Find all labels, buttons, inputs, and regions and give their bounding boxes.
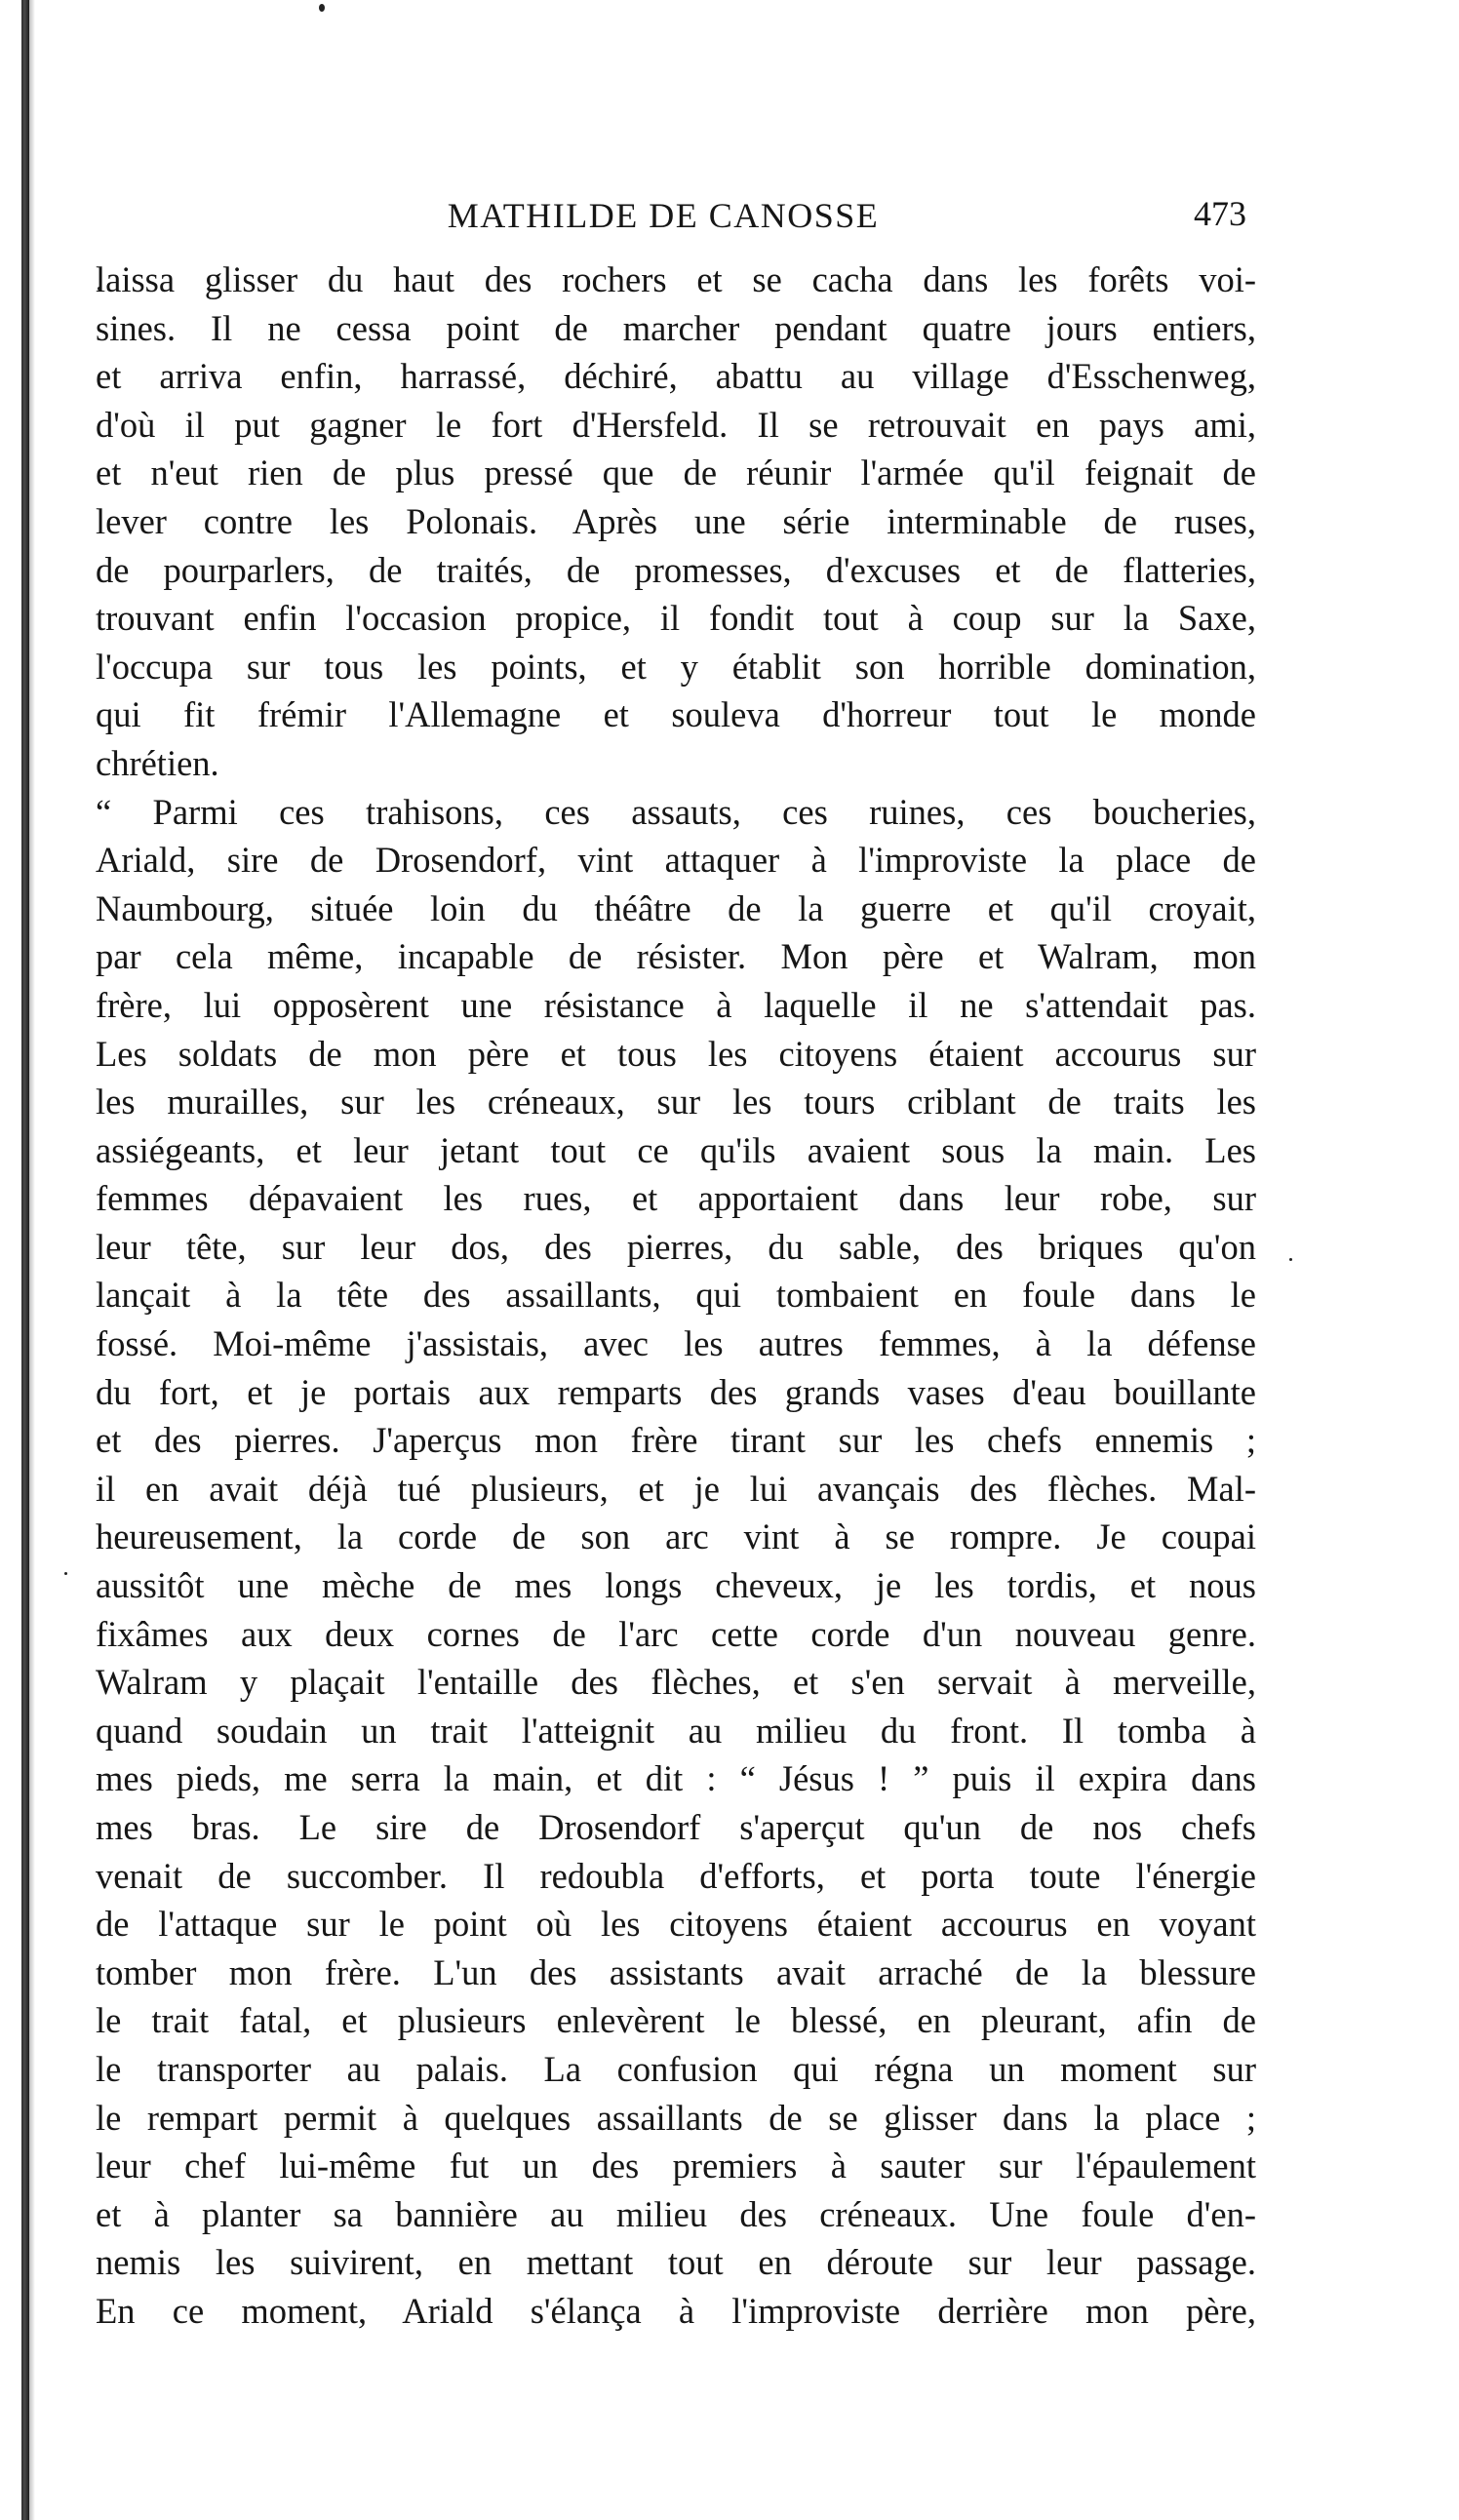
page-number: 473 bbox=[1194, 194, 1246, 233]
text-line: de pourparlers, de traités, de promesses, d'excuses et de flatteries, bbox=[96, 549, 1256, 590]
binding-edge bbox=[21, 0, 29, 2520]
text-line: de l'attaque sur le point où les citoyens étaient accourus en voyant bbox=[96, 1904, 1256, 1945]
text-line: du fort, et je portais aux remparts des grands vases d'eau bouillante bbox=[96, 1371, 1256, 1412]
text-line: et arriva enfin, harrassé, déchiré, abattu au village d'Esschenweg, bbox=[96, 356, 1256, 397]
text-line: sines. Il ne cessa point de marcher pendant quatre jours entiers, bbox=[96, 307, 1256, 348]
text-line: l'occupa sur tous les points, et y établit son horrible domination, bbox=[96, 646, 1256, 687]
text-line: tomber mon frère. L'un des assistants avait arraché de la blessure bbox=[96, 1951, 1256, 1992]
scan-speck bbox=[1289, 1258, 1292, 1261]
text-line: d'où il put gagner le fort d'Hersfeld. Il se retrouvait en pays ami, bbox=[96, 404, 1256, 445]
text-line: En ce moment, Ariald s'élança à l'improviste derrière mon père, bbox=[96, 2290, 1256, 2331]
body-text bbox=[96, 256, 1256, 2336]
running-head: MATHILDE DE CANOSSE bbox=[447, 196, 880, 235]
text-line: les murailles, sur les créneaux, sur les tours criblant de traits les bbox=[96, 1082, 1256, 1122]
text-line: fossé. Moi-même j'assistais, avec les autres femmes, à la défense bbox=[96, 1323, 1256, 1364]
text-line: Les soldats de mon père et tous les citoyens étaient accourus sur bbox=[96, 1033, 1256, 1074]
text-line: venait de succomber. Il redoubla d'efforts, et porta toute l'énergie bbox=[96, 1855, 1256, 1896]
text-line: et des pierres. J'aperçus mon frère tirant sur les chefs ennemis ; bbox=[96, 1420, 1256, 1461]
text-line: femmes dépavaient les rues, et apportaient dans leur robe, sur bbox=[96, 1178, 1256, 1219]
text-line: aussitôt une mèche de mes longs cheveux, je les tordis, et nous bbox=[96, 1565, 1256, 1606]
scan-speck bbox=[319, 4, 325, 12]
text-line: lançait à la tête des assaillants, qui tombaient en foule dans le bbox=[96, 1275, 1256, 1316]
text-line: fixâmes aux deux cornes de l'arc cette corde d'un nouveau genre. bbox=[96, 1613, 1256, 1654]
text-line: le trait fatal, et plusieurs enlevèrent le blessé, en pleurant, afin de bbox=[96, 2000, 1256, 2041]
text-line: laissa glisser du haut des rochers et se cacha dans les forêts voi- bbox=[96, 259, 1256, 299]
text-line: Walram y plaçait l'entaille des flèches, et s'en servait à merveille, bbox=[96, 1662, 1256, 1703]
text-line: “ Parmi ces trahisons, ces assauts, ces ruines, ces boucheries, bbox=[96, 791, 1256, 832]
text-line: et à planter sa bannière au milieu des créneaux. Une foule d'en- bbox=[96, 2193, 1256, 2234]
text-line: par cela même, incapable de résister. Mon père et Walram, mon bbox=[96, 936, 1256, 977]
binding-shadow bbox=[29, 0, 35, 2520]
text-line: nemis les suivirent, en mettant tout en déroute sur leur passage. bbox=[96, 2242, 1256, 2283]
text-line: et n'eut rien de plus pressé que de réunir l'armée qu'il feignait de bbox=[96, 453, 1256, 493]
text-line: il en avait déjà tué plusieurs, et je lui avançais des flèches. Mal- bbox=[96, 1468, 1256, 1509]
text-line: Ariald, sire de Drosendorf, vint attaquer à l'improviste la place de bbox=[96, 840, 1256, 881]
text-line: lever contre les Polonais. Après une série interminable de ruses, bbox=[96, 500, 1256, 541]
text-line: leur chef lui-même fut un des premiers à sauter sur l'épaulement bbox=[96, 2146, 1256, 2186]
text-line: mes bras. Le sire de Drosendorf s'aperçut qu'un de nos chefs bbox=[96, 1807, 1256, 1847]
text-line: heureusement, la corde de son arc vint à se rompre. Je coupai bbox=[96, 1516, 1256, 1557]
text-line: assiégeants, et leur jetant tout ce qu'ils avaient sous la main. Les bbox=[96, 1129, 1256, 1170]
text-line: le rempart permit à quelques assaillants de se glisser dans la place ; bbox=[96, 2097, 1256, 2138]
text-line: le transporter au palais. La confusion qui régna un moment sur bbox=[96, 2048, 1256, 2089]
text-line: trouvant enfin l'occasion propice, il fondit tout à coup sur la Saxe, bbox=[96, 598, 1256, 639]
text-line: qui fit frémir l'Allemagne et souleva d'horreur tout le monde bbox=[96, 694, 1256, 735]
text-line: Naumbourg, située loin du théâtre de la guerre et qu'il croyait, bbox=[96, 887, 1256, 928]
text-line: leur tête, sur leur dos, des pierres, du sable, des briques qu'on bbox=[96, 1226, 1256, 1267]
text-line: quand soudain un trait l'atteignit au milieu du front. Il tomba à bbox=[96, 1710, 1256, 1751]
scan-speck bbox=[64, 1572, 67, 1575]
text-line: frère, lui opposèrent une résistance à laquelle il ne s'attendait pas. bbox=[96, 984, 1256, 1025]
text-line: mes pieds, me serra la main, et dit : “ Jésus ! ” puis il expira dans bbox=[96, 1758, 1256, 1799]
text-line: chrétien. bbox=[96, 742, 219, 783]
